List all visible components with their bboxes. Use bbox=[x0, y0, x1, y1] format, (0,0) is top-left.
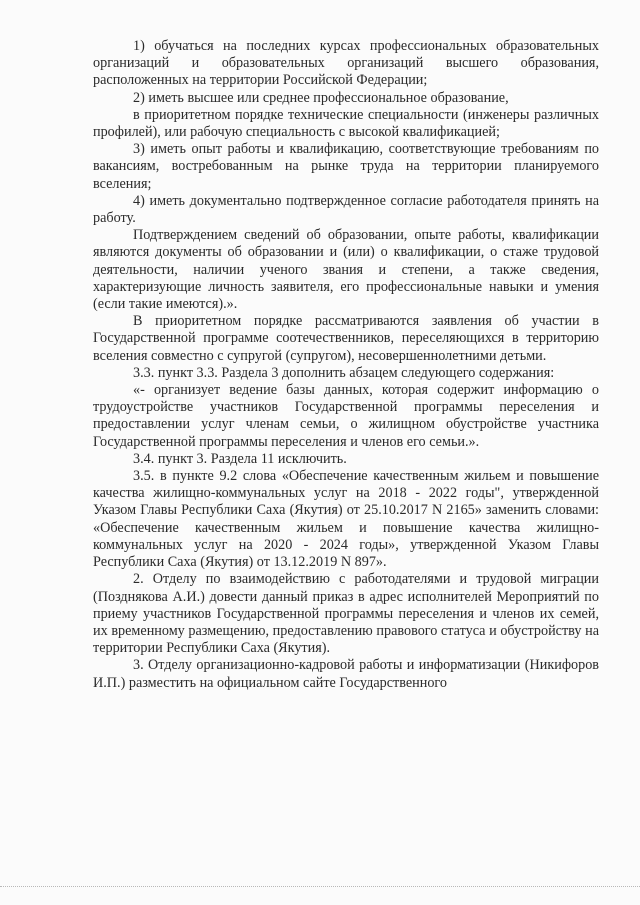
paragraph-item-3-4: 3.4. пункт 3. Раздела 11 исключить. bbox=[133, 450, 347, 467]
document-body bbox=[93, 38, 599, 692]
paragraph-item-3: 3. Отделу организационно-кадровой работы и информатизации (Никифоров И.П.) разместить на официальном сайте Государственного bbox=[93, 657, 599, 691]
paragraph-requirement-2: 2) иметь высшее или среднее профессиональное образование, bbox=[133, 89, 509, 106]
paragraph-item-3-5: 3.5. в пункте 9.2 слова «Обеспечение качественным жильем и повышение качества жилищно-коммунальных услуг на 2018 - 2022 годы", утвержденной Указом Главы Республики Саха (Якутия) от 25.10.2017 N 2165» заменить словами: «Обеспечение качественным жильем и повышение качества жилищно-коммунальных услуг на 2020 - 2024 годы», утвержденной Указом Главы Республики Саха (Якутия) от 13.12.2019 N 897». bbox=[93, 468, 599, 571]
paragraph-priority-applications: В приоритетном порядке рассматриваются заявления об участии в Государственной программе соотечественников, переселяющихся в территорию вселения совместно с супругой (супругом), несовершеннолетними детьми. bbox=[93, 313, 599, 364]
paragraph-item-2: 2. Отделу по взаимодействию с работодателями и трудовой миграции (Позднякова А.И.) довести данный приказ в адрес исполнителей Мероприятий по приему участников Государственной программы переселения и членов их семей, их временному размещению, предоставлению правового статуса и обустройству на территории Республики Саха (Якутия). bbox=[93, 571, 599, 657]
paragraph-item-3-3: 3.3. пункт 3.3. Раздела 3 дополнить абзацем следующего содержания: bbox=[133, 364, 555, 381]
paragraph-requirement-1: 1) обучаться на последних курсах профессиональных образовательных организаций и образовательных организаций высшего образования, расположенных на территории Российской Федерации; bbox=[93, 38, 599, 89]
paragraph-requirement-3: 3) иметь опыт работы и квалификацию, соответствующие требованиям по вакансиям, востребованным на рынке труда на территории планируемого вселения; bbox=[93, 141, 599, 192]
bottom-edge-line bbox=[0, 886, 640, 887]
paragraph-confirmation: Подтверждением сведений об образовании, опыте работы, квалификации являются документы об образовании и (или) о квалификации, о стаже трудовой деятельности, наличии ученого звания и степени, а также сведения, характеризующие личность заявителя, его профессиональные навыки и умения (если такие имеются).». bbox=[93, 227, 599, 313]
paragraph-database-quote: «- организует ведение базы данных, которая содержит информацию о трудоустройстве участников Государственной программы переселения и предоставлении услуг членам семьи, о жилищном обустройстве участника Государственной программы переселения и членов его семьи.». bbox=[93, 382, 599, 450]
paragraph-requirement-4: 4) иметь документально подтвержденное согласие работодателя принять на работу. bbox=[93, 192, 599, 227]
paragraph-priority-specialties: в приоритетном порядке технические специальности (инженеры различных профилей), или рабочую специальность с высокой квалификацией; bbox=[93, 106, 599, 141]
